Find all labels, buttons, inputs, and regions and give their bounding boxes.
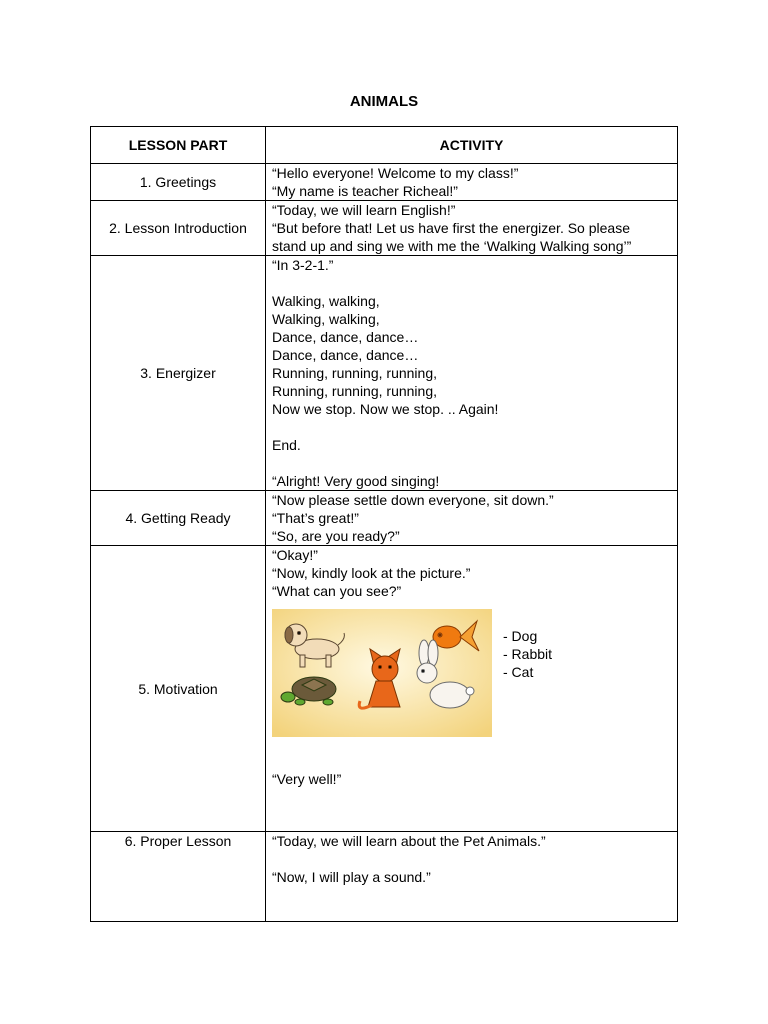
document-title: ANIMALS (349, 93, 419, 110)
header-activity: ACTIVITY (266, 127, 678, 164)
activity-line: “But before that! Let us have first the energizer. So please (272, 220, 630, 236)
song-line: Dance, dance, dance… (272, 347, 419, 363)
animal-list-item: - Dog (503, 628, 538, 644)
activity-line: “Now, kindly look at the picture.” (272, 565, 471, 581)
animal-list (503, 627, 552, 681)
animal-list-item: - Cat (503, 664, 534, 680)
activity-cell (266, 491, 678, 546)
activity-line: “Very well!” (272, 771, 342, 787)
lesson-plan-table (90, 126, 678, 922)
table-row (91, 546, 678, 832)
activity-line: “What can you see?” (272, 583, 402, 599)
song-line: Dance, dance, dance… (272, 329, 419, 345)
activity-line: “Now, I will play a sound.” (272, 869, 431, 885)
activity-line: “Hello everyone! Welcome to my class!” (272, 165, 519, 181)
activity-line: “So, are you ready?” (272, 528, 400, 544)
motivation-picture-row (272, 609, 671, 737)
blank-line (272, 454, 671, 472)
table-row (91, 832, 678, 922)
table-row (91, 256, 678, 491)
activity-line: stand up and sing we with me the ‘Walking Walking song’” (272, 238, 632, 254)
activity-line: “Today, we will learn English!” (272, 202, 456, 218)
activity-cell (266, 164, 678, 201)
table-header-row (91, 127, 678, 164)
activity-cell (266, 201, 678, 256)
activity-line: “My name is teacher Richeal!” (272, 183, 458, 199)
song-line: Running, running, running, (272, 365, 438, 381)
lesson-part-cell: 3. Energizer (91, 256, 266, 491)
activity-line: “That’s great!” (272, 510, 359, 526)
table-row (91, 164, 678, 201)
lesson-part-cell: 6. Proper Lesson (91, 832, 266, 922)
activity-line: “Now please settle down everyone, sit down.” (272, 492, 554, 508)
song-line: Running, running, running, (272, 383, 438, 399)
lesson-part-cell: 4. Getting Ready (91, 491, 266, 546)
song-line: Walking, walking, (272, 311, 380, 327)
animal-list-item: - Rabbit (503, 646, 553, 662)
lesson-part-cell: 5. Motivation (91, 546, 266, 832)
lesson-part-cell: 1. Greetings (91, 164, 266, 201)
pet-animals-picture (272, 609, 492, 737)
activity-line: “In 3-2-1.” (272, 257, 334, 273)
activity-line: End. (272, 437, 301, 453)
activity-cell (266, 832, 678, 922)
table-row (91, 201, 678, 256)
table-row (91, 491, 678, 546)
song-line: Walking, walking, (272, 293, 380, 309)
activity-line: “Today, we will learn about the Pet Animals.” (272, 833, 546, 849)
song-line: Now we stop. Now we stop. .. Again! (272, 401, 499, 417)
activity-line: “Alright! Very good singing! (272, 473, 440, 489)
activity-cell (266, 256, 678, 491)
blank-line (272, 274, 671, 292)
lesson-part-cell: 2. Lesson Introduction (91, 201, 266, 256)
blank-line (272, 418, 671, 436)
activity-cell (266, 546, 678, 832)
blank-line (272, 850, 671, 868)
activity-line: “Okay!” (272, 547, 318, 563)
header-lesson-part: LESSON PART (91, 127, 266, 164)
